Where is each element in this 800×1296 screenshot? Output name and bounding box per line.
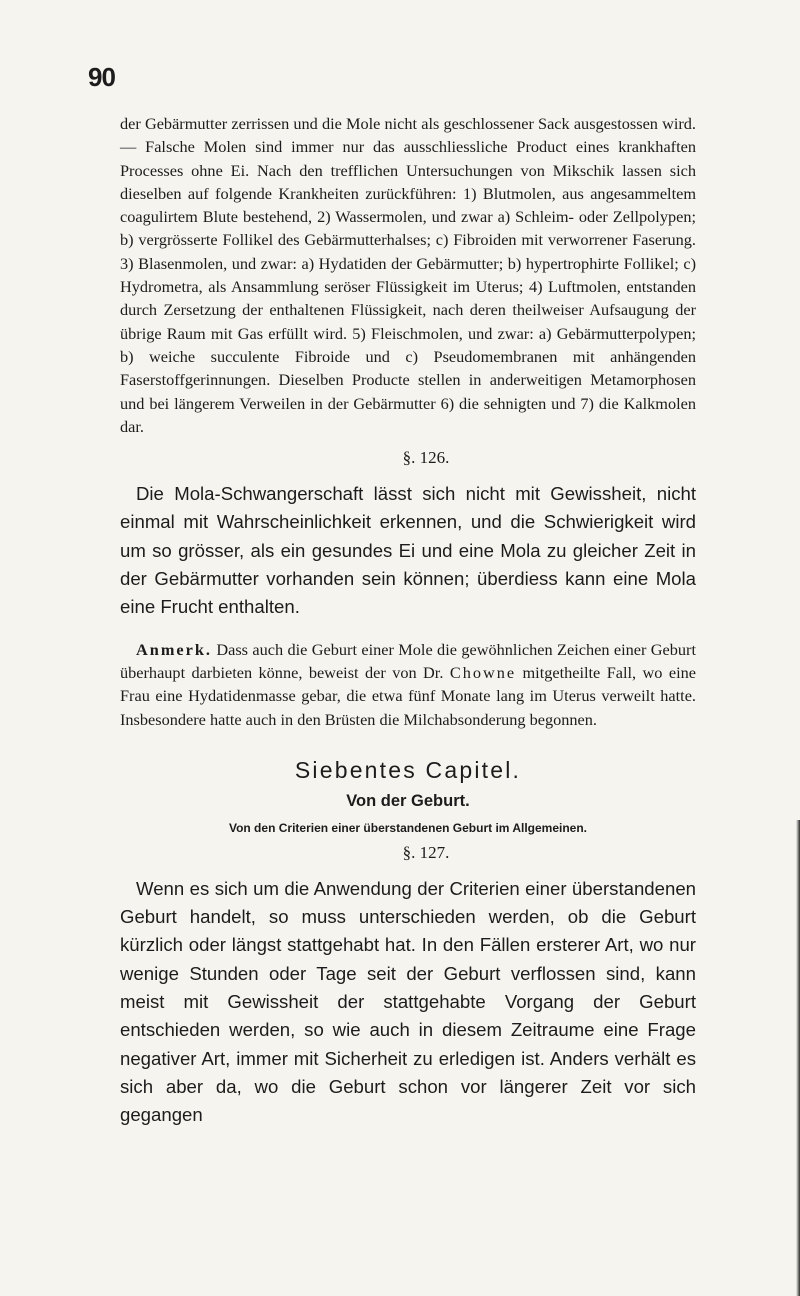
chapter-subtitle: Von der Geburt. xyxy=(346,791,470,810)
annotation-author-name: Chowne xyxy=(449,662,517,682)
subsection-title: Von den Criterien einer überstandenen Geburt im Allgemeinen. xyxy=(228,820,588,835)
chapter-title: Siebentes Capitel. xyxy=(294,756,522,783)
annotation-label: Anmerk. xyxy=(136,639,212,659)
section-127-heading: §. 127. xyxy=(402,842,450,862)
page-number: 90 xyxy=(88,62,115,92)
paragraph-criterien: Wenn es sich um die Anwendung der Criterien einer überstandenen Geburt handelt, so muss unterschieden werden, ob die Geburt kürzlich oder längst stattgehabt hat. In den Fällen ersterer Art, wo nur wenige Stunden oder Tage seit der Geburt verflossen sind, kann meist mit Gewissheit der stattgehabte Vorgang der Geburt entschieden werden, so wie auch in diesem Zeitraume eine Frage negativer Art, immer mit Sicherheit zu erledigen ist. Anders verhält es sich aber da, wo die Geburt schon vor längerer Zeit vor sich gegangen xyxy=(120,877,696,1126)
page-content xyxy=(120,112,696,1130)
annotation-text-after: mitgetheilte Fall, wo eine Frau eine Hydatidenmasse gebar, die etwa fünf Monate lang im Uterus verweilt hatte. Insbesondere hatte auch in den Brüsten die Milchabsonderung begonnen. xyxy=(120,662,696,729)
annotation-text-before: Dass auch die Geburt einer Mole die gewöhnlichen Zeichen einer Geburt überhaupt darbieten könne, beweist der von Dr. xyxy=(120,639,696,682)
page-edge-shadow xyxy=(796,820,800,1296)
paragraph-mola-schwangerschaft: Die Mola-Schwangerschaft lässt sich nicht mit Gewissheit, nicht einmal mit Wahrscheinlichkeit erkennen, und die Schwierigkeit wird um so grösser, als ein gesundes Ei und eine Mola zu gleicher Zeit in der Gebärmutter vorhanden sein können; überdiess kann eine Mola eine Frucht enthalten. xyxy=(120,483,696,618)
paragraph-molen: der Gebärmutter zerrissen und die Mole nicht als geschlossener Sack ausgestossen wird. — Falsche Molen sind immer nur das ausschliessliche Product eines krankhaften Processes ohne Ei. Nach den trefflichen Untersuchungen von Mikschik lassen sich dieselben auf folgende Krankheiten zurückführen: 1) Blutmolen, aus angesammeltem coagulirtem Blute bestehend, 2) Wassermolen, und zwar a) Schleim- oder Zellpolypen; b) vergrösserte Follikel des Gebärmutterhalses; c) Fibroiden mit verworrener Faserung. 3) Blasenmolen, und zwar: a) Hydatiden der Gebärmutter; b) hypertrophirte Follikel; c) Hydrometra, als Ansammlung seröser Flüssigkeit im Uterus; 4) Luftmolen, entstanden durch Zersetzung der enthaltenen Flüssigkeit, nach deren theilweiser Aufsaugung der übrige Raum mit Gas erfüllt wird. 5) Fleischmolen, und zwar: a) Gebärmutterpolypen; b) weiche succulente Fibroide und c) Pseudomembranen mit anhängenden Faserstoffgerinnungen. Dieselben Producte stellen in anderweitigen Metamorphosen und bei längerem Verweilen in der Gebärmutter 6) die sehnigten und 7) die Kalkmolen dar. xyxy=(120,114,696,436)
section-126-heading: §. 126. xyxy=(402,448,450,468)
annotation-paragraph xyxy=(120,638,696,731)
